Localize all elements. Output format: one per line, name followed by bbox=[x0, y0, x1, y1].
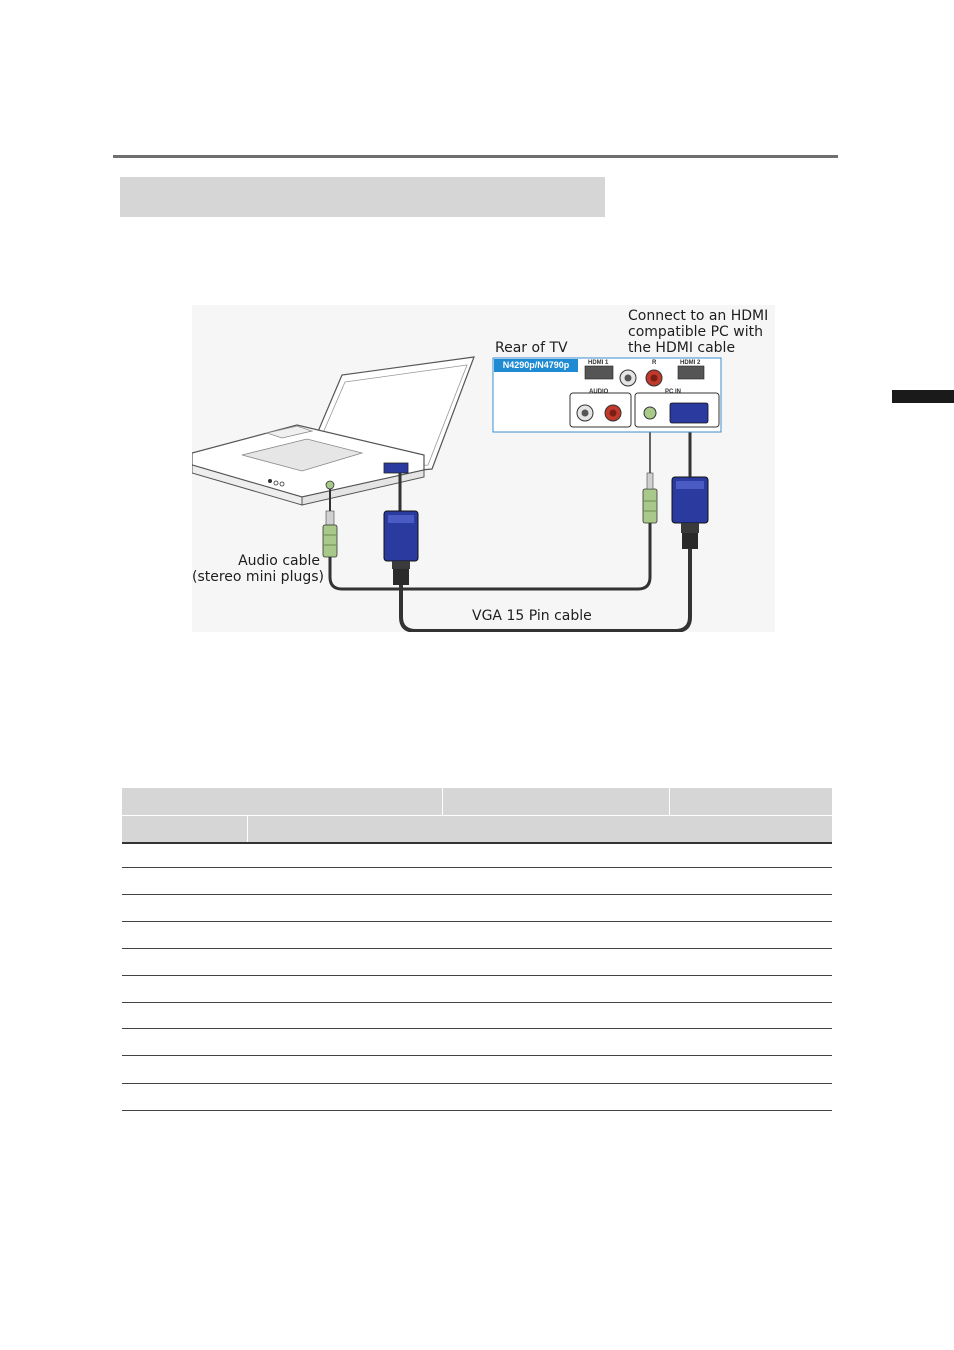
port-label-audio: AUDIO bbox=[589, 389, 609, 395]
header-rule bbox=[113, 155, 838, 158]
table-row bbox=[122, 867, 832, 868]
table-row bbox=[122, 975, 832, 976]
table-header-row-2 bbox=[122, 816, 832, 842]
table-row bbox=[122, 948, 832, 949]
table-row bbox=[122, 894, 832, 895]
table-row bbox=[122, 1110, 832, 1111]
table-row bbox=[122, 921, 832, 922]
audio-cable-label-line-2: (stereo mini plugs) bbox=[192, 569, 324, 585]
hdmi-note-line-1: Connect to an HDMI bbox=[628, 308, 769, 324]
vga-cable-label: VGA 15 Pin cable bbox=[472, 608, 592, 624]
audio-cable-label bbox=[192, 553, 324, 585]
hdmi-note bbox=[628, 308, 768, 356]
table-row bbox=[122, 1083, 832, 1084]
table-row bbox=[122, 1055, 832, 1056]
chapter-side-tab bbox=[892, 390, 954, 403]
audio-cable-label-line-1: Audio cable bbox=[238, 553, 320, 569]
table-row bbox=[122, 1028, 832, 1029]
table-header-divider bbox=[122, 842, 832, 844]
port-label-hdmi1: HDMI 1 bbox=[588, 360, 609, 366]
port-label-pc-in: PC IN bbox=[665, 389, 682, 395]
table-row bbox=[122, 1002, 832, 1003]
rear-of-tv-label: Rear of TV bbox=[495, 340, 568, 356]
port-label-r: R bbox=[652, 360, 657, 366]
hdmi-note-line-2: compatible PC with bbox=[628, 324, 763, 340]
hdmi-note-line-3: the HDMI cable bbox=[628, 340, 736, 356]
pc-connection-diagram bbox=[192, 305, 775, 632]
model-tag: N4290p/N4790p bbox=[494, 359, 578, 372]
table-header-row-1 bbox=[122, 788, 832, 815]
port-label-hdmi2: HDMI 2 bbox=[680, 360, 701, 366]
section-heading-bar bbox=[120, 177, 605, 217]
